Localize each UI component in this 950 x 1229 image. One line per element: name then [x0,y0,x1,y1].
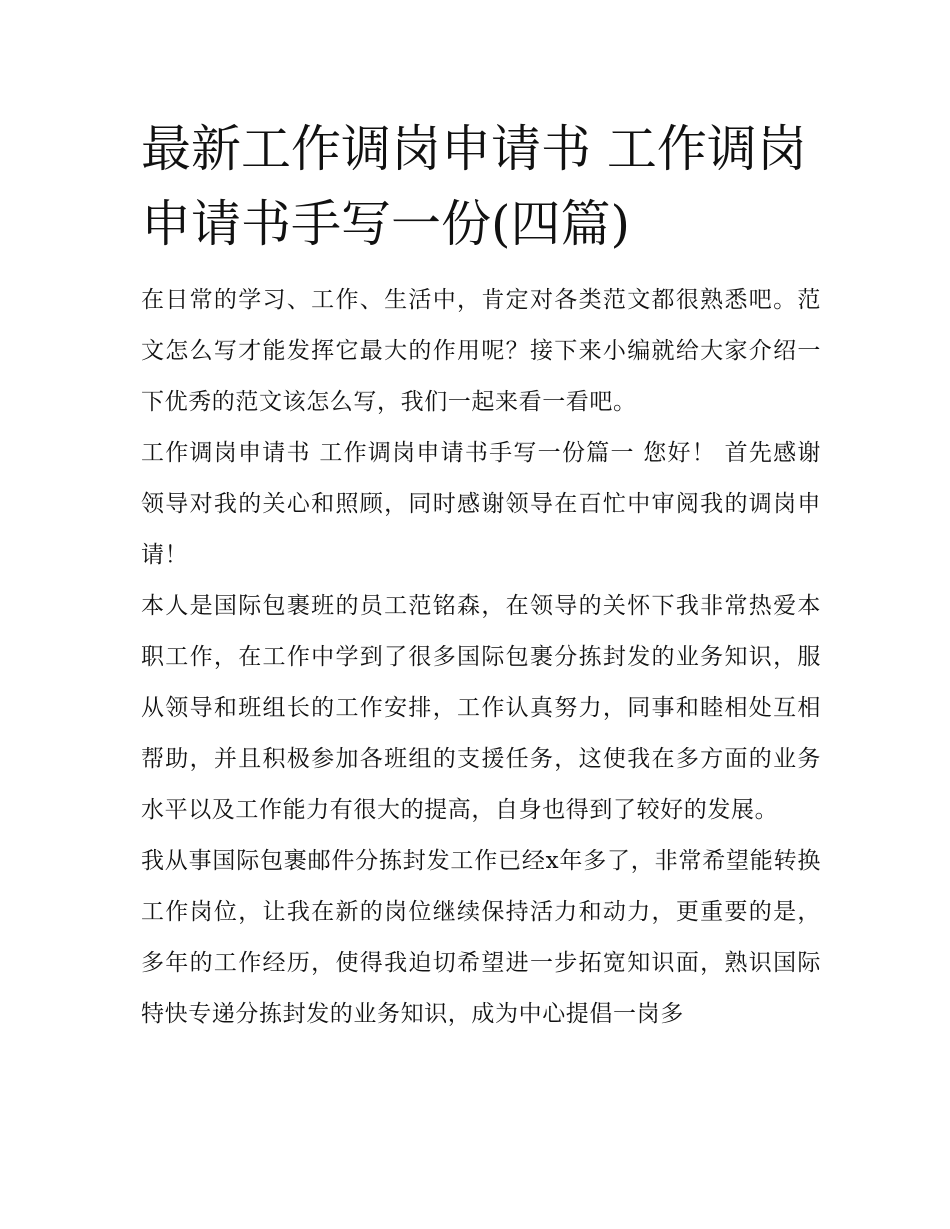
document-title: 最新工作调岗申请书 工作调岗申请书手写一份(四篇) [141,120,807,253]
paragraph-greeting: 工作调岗申请书 工作调岗申请书手写一份篇一 您好！ 首先感谢领导对我的关心和照顾，同时感谢领导在百忙中审阅我的调岗申请！ [141,440,821,568]
paragraph-request-reason: 我从事国际包裹邮件分拣封发工作已经x年多了，非常希望能转换工作岗位，让我在新的岗位继续保持活力和动力，更重要的是，多年的工作经历，使得我迫切希望进一步拓宽知识面，熟识国际特快专递分拣封发的业务知识，成为中心提倡一岗多 [141,848,821,1027]
document-body [141,275,821,1040]
paragraph-intro: 在日常的学习、工作、生活中，肯定对各类范文都很熟悉吧。范文怎么写才能发挥它最大的作用呢？接下来小编就给大家介绍一下优秀的范文该怎么写，我们一起来看一看吧。 [141,287,821,415]
paragraph-self-introduction: 本人是国际包裹班的员工范铭森，在领导的关怀下我非常热爱本职工作，在工作中学到了很多国际包裹分拣封发的业务知识，服从领导和班组长的工作安排，工作认真努力，同事和睦相处互相帮助，并且积极参加各班组的支援任务，这使我在多方面的业务水平以及工作能力有很大的提高，自身也得到了较好的发展。 [141,593,821,823]
